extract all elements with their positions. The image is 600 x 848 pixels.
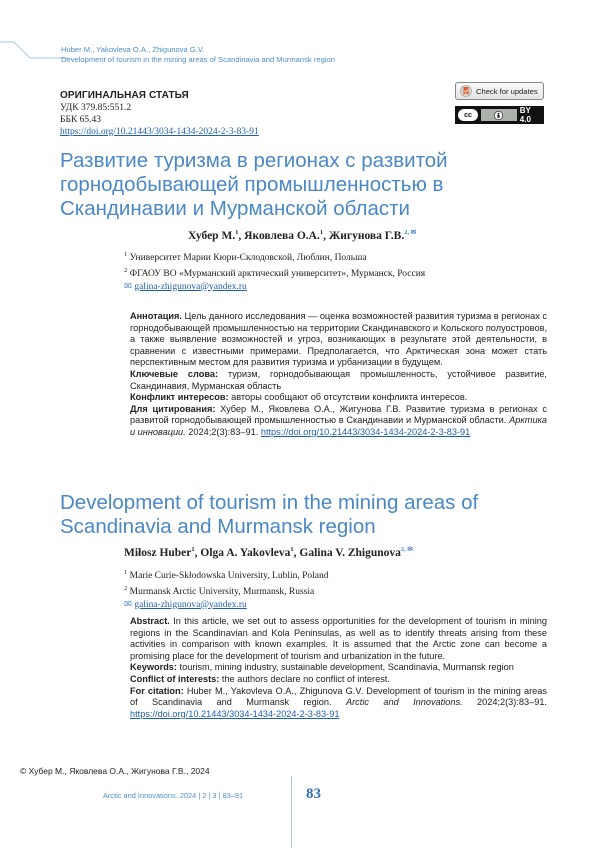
citation-doi-link[interactable]: https://doi.org/10.21443/3034-1434-2024-2-3-83-91 [260, 426, 471, 437]
affiliation-text: ФГАОУ ВО «Мурманский арктический университет», Мурманск, Россия [129, 268, 426, 279]
author-name: Miłosz Huber [124, 546, 192, 559]
author-email-link[interactable]: galina-zhigunova@yandex.ru [134, 281, 247, 292]
attribution-icon [481, 109, 517, 121]
conflict-text: the authors declare no conflict of interest. [221, 673, 390, 684]
authors-en [124, 545, 413, 559]
running-header-authors: Huber M., Yakovleva O.A., Zhigunova G.V. [61, 45, 205, 54]
author-sup: 1 [319, 229, 324, 236]
conflict-label: Конфликт интересов: [130, 392, 229, 403]
check-for-updates-label: Check for updates [476, 86, 538, 96]
citation-tail: 2024;2(3):83–91. [188, 426, 259, 437]
keywords-label: Keywords: [130, 662, 177, 673]
check-for-updates-badge[interactable] [455, 82, 544, 100]
abstract-en [130, 616, 547, 662]
person-icon [494, 111, 503, 120]
author-email-link[interactable]: galina-zhigunova@yandex.ru [134, 599, 247, 610]
conflict-en [130, 674, 547, 686]
affiliation-num: 2 [124, 584, 128, 592]
citation-en [130, 686, 547, 721]
conflict-label: Conflict of interests: [130, 673, 220, 684]
license-label: BY 4.0 [519, 106, 531, 124]
header-decoration-line [0, 40, 68, 76]
citation-tail: 2024;2(3):83–91. [477, 697, 547, 708]
abstract-text: Цель данного исследования — оценка возможностей развития туризма в регионах с горнодобывающей промышленностью на территории Скандинавского и Кольского полуостровов, а также выявление возможностей и угроз, возникающих в результате этой деятельности, в сравнении с известными примерами. Предполагается, что Арктическая зона может стать перспективным местом для развития туризма и урбанизации в будущем. [130, 311, 547, 368]
keywords-label: Ключевые слова: [130, 368, 219, 379]
author-name: Яковлева О.А. [244, 229, 320, 242]
copyright-notice: © Хубер М., Яковлева О.А., Жигунова Г.В., 2024 [20, 766, 210, 776]
affiliation-1 [124, 249, 444, 265]
author-name: Olga A. Yakovleva [200, 546, 291, 559]
keywords-en [130, 662, 547, 674]
citation-doi-link[interactable]: https://doi.org/10.21443/3034-1434-2024-2-3-83-91 [130, 708, 340, 719]
affiliation-num: 1 [124, 569, 128, 576]
affiliation-num: 2 [124, 266, 128, 274]
keywords-ru [130, 369, 547, 392]
affiliation-num: 1 [124, 251, 128, 258]
footer-divider [291, 776, 292, 848]
footer-journal-info: Arctic and Innovations. 2024 | 2 | 3 | 83–91 [103, 791, 244, 800]
abstract-label: Аннотация. [130, 311, 182, 321]
author-separator: , [323, 229, 329, 242]
abstract-block-en [130, 616, 547, 720]
abstract-ru [130, 311, 547, 369]
creative-commons-icon: cc [458, 109, 478, 121]
citation-journal: Arctic and Innovations. [345, 697, 463, 708]
conflict-ru [130, 392, 547, 404]
running-header-title: Development of tourism in the mining areas of Scandinavia and Murmansk region [61, 54, 335, 64]
cc-license-badge[interactable] [455, 106, 544, 124]
author-separator: , [238, 229, 245, 242]
running-header [61, 45, 335, 64]
citation-label: For citation: [130, 685, 184, 696]
udc-code: УДК 379.85:551.2 [60, 103, 132, 113]
author-name: Galina V. Zhigunova [299, 546, 401, 559]
citation-text: Huber M., Yakovleva O.A., Zhigunova G.V. Development of tourism in the mining areas of Scandinavia and Murmansk region. [130, 685, 547, 708]
citation-ru [130, 404, 547, 439]
author-name: Хубер М. [188, 229, 236, 242]
citation-label: Для цитирования: [130, 403, 216, 414]
author-sup: 1 [290, 546, 294, 553]
author-separator: , [194, 546, 201, 559]
email-line [124, 599, 444, 612]
article-title-en: Development of tourism in the mining areas of Scandinavia and Murmansk region [60, 491, 479, 538]
authors-ru [188, 228, 416, 242]
affiliations-ru [124, 249, 444, 293]
doi-link[interactable]: https://doi.org/10.21443/3034-1434-2024-2-3-83-91 [60, 127, 259, 137]
affiliation-1 [124, 567, 444, 583]
citation-journal: Арктика и инновации. [130, 415, 547, 437]
abstract-text: In this article, we set out to assess opportunities for the development of tourism in mining regions in the Scandinavian and Kola Peninsulas, as well as to identify threats arising from these activities in comparison with known examples. It is assumed that the Arctic zone can become a promising place for the development of tourism and urbanization in the future. [130, 616, 547, 661]
citation-text: Хубер М., Яковлева О.А., Жигунова Г.В. Развитие туризма в регионах с развитой горнодобывающей промышленностью в Скандинавии и Мурманской области. [130, 403, 548, 426]
author-sup: 1 [235, 229, 239, 236]
author-separator: , [293, 546, 300, 559]
bbk-code: ББК 65.43 [60, 115, 101, 125]
affiliation-text: Murmansk Arctic University, Murmansk, Russia [129, 586, 315, 597]
email-line [124, 281, 444, 294]
envelope-icon: ✉ [124, 599, 132, 610]
keywords-text: tourism, mining industry, sustainable development, Scandinavia, Murmansk region [179, 662, 514, 673]
author-sup: 1 [191, 546, 195, 553]
bookmark-check-icon [460, 85, 472, 97]
article-type: ОРИГИНАЛЬНАЯ СТАТЬЯ [60, 90, 189, 101]
author-sup: 2, ✉ [400, 546, 413, 553]
page-number: 83 [306, 786, 321, 802]
author-name: Жигунова Г.В. [328, 229, 405, 242]
envelope-icon: ✉ [124, 281, 132, 292]
abstract-block-ru [130, 311, 547, 439]
affiliation-2 [124, 265, 444, 281]
author-sup: 2, ✉ [404, 229, 417, 236]
keywords-text: туризм, горнодобывающая промышленность, устойчивое развитие, Скандинавия, Мурманская область [130, 368, 547, 391]
article-title-ru: Развитие туризма в регионах с развитой горнодобывающей промышленностью в Скандинавии и Мурманской области [60, 149, 448, 220]
abstract-label: Abstract. [130, 616, 170, 626]
affiliations-en [124, 567, 444, 611]
conflict-text: авторы сообщают об отсутствии конфликта интересов. [231, 392, 468, 403]
affiliation-text: Marie Curie-Skłodowska University, Lublin, Poland [129, 571, 329, 582]
affiliation-text: Университет Марии Кюри-Склодовской, Люблин, Польша [129, 253, 367, 264]
affiliation-2 [124, 583, 444, 599]
